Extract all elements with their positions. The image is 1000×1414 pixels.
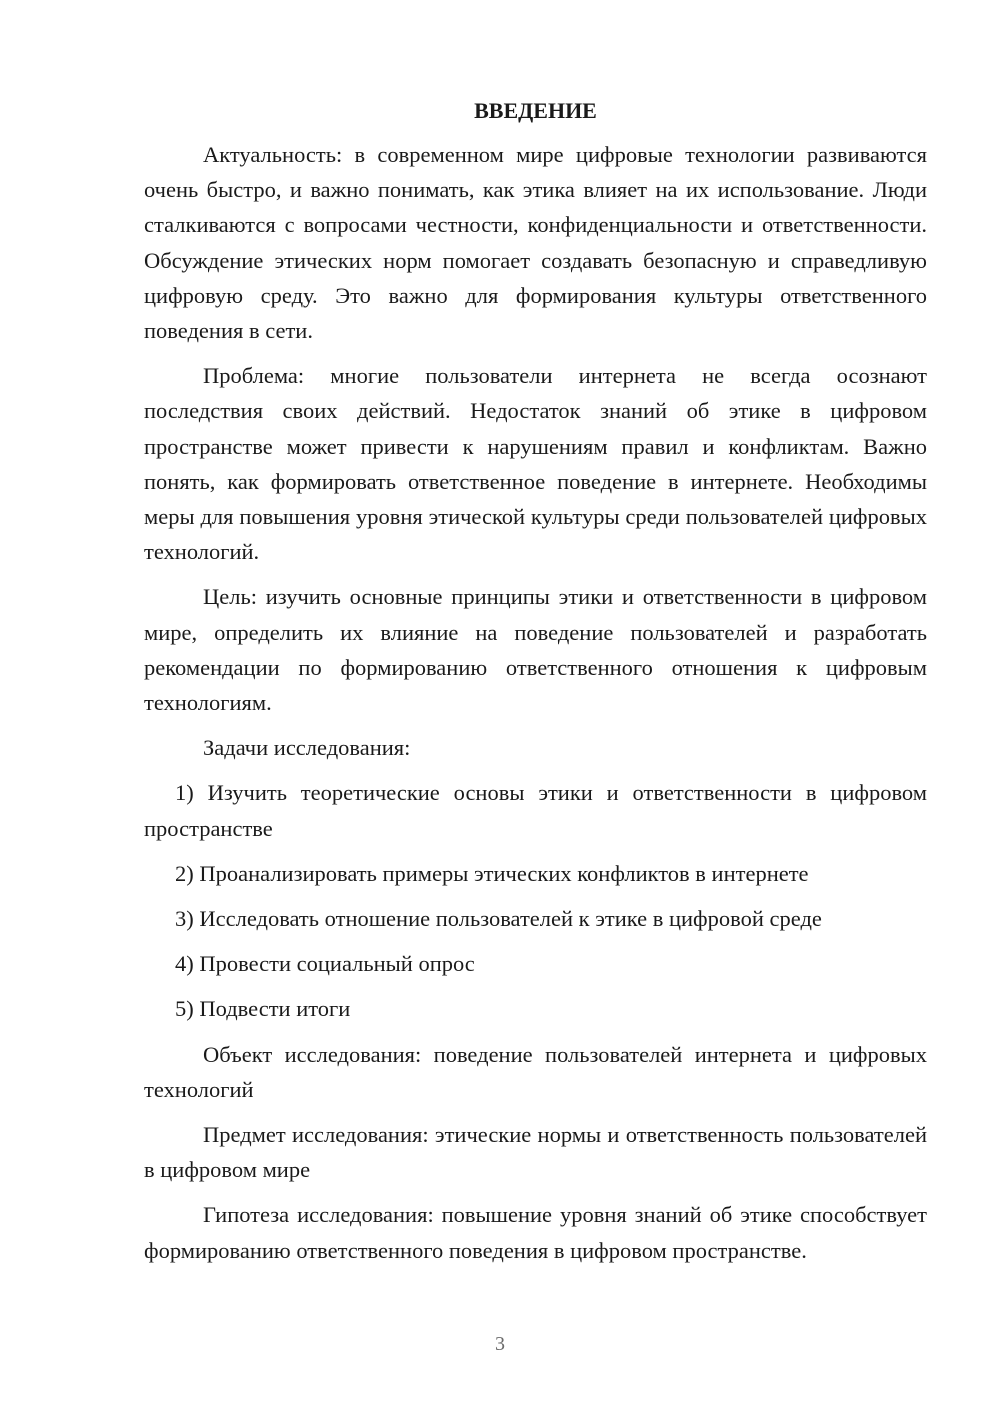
problem-paragraph: Проблема: многие пользователи интернета не всегда осознают последствия своих действий. Недостаток знаний об этике в цифровом пространстве может привести к нарушениям правил и конфликтам. Важно понять, как формировать ответственное поведение в интернете. Необходимы меры для повышения уровня этической культуры среди пользователей цифровых технологий. xyxy=(144,363,927,565)
tasks-heading: Задачи исследования: xyxy=(203,735,411,761)
task-item: 1) Изучить теоретические основы этики и ответственности в цифровом пространстве xyxy=(144,780,927,841)
task-item: 2) Проанализировать примеры этических конфликтов в интернете xyxy=(175,860,809,886)
page-number: 3 xyxy=(495,1333,505,1355)
page-title: ВВЕДЕНИЕ xyxy=(474,98,597,123)
goal-paragraph: Цель: изучить основные принципы этики и ответственности в цифровом мире, определить их влияние на поведение пользователей и разработать рекомендации по формированию ответственного отношения к цифровым технологиям. xyxy=(144,584,927,716)
task-item: 3) Исследовать отношение пользователей к этике в цифровой среде xyxy=(175,906,822,932)
relevance-paragraph: Актуальность: в современном мире цифровые технологии развиваются очень быстро, и важно понимать, как этика влияет на их использование. Люди сталкиваются с вопросами честности, конфиденциальности и ответственности. Обсуждение этических норм помогает создавать безопасную и справедливую цифровую среду. Это важно для формирования культуры ответственного поведения в сети. xyxy=(144,142,927,344)
subject-paragraph: Предмет исследования: этические нормы и ответственность пользователей в цифровом мире xyxy=(144,1122,927,1183)
task-item: 5) Подвести итоги xyxy=(175,996,351,1022)
hypothesis-paragraph: Гипотеза исследования: повышение уровня знаний об этике способствует формированию ответственного поведения в цифровом пространстве. xyxy=(144,1202,927,1263)
object-paragraph: Объект исследования: поведение пользователей интернета и цифровых технологий xyxy=(144,1041,927,1102)
page-content xyxy=(144,95,927,1278)
task-item: 4) Провести социальный опрос xyxy=(175,951,475,977)
